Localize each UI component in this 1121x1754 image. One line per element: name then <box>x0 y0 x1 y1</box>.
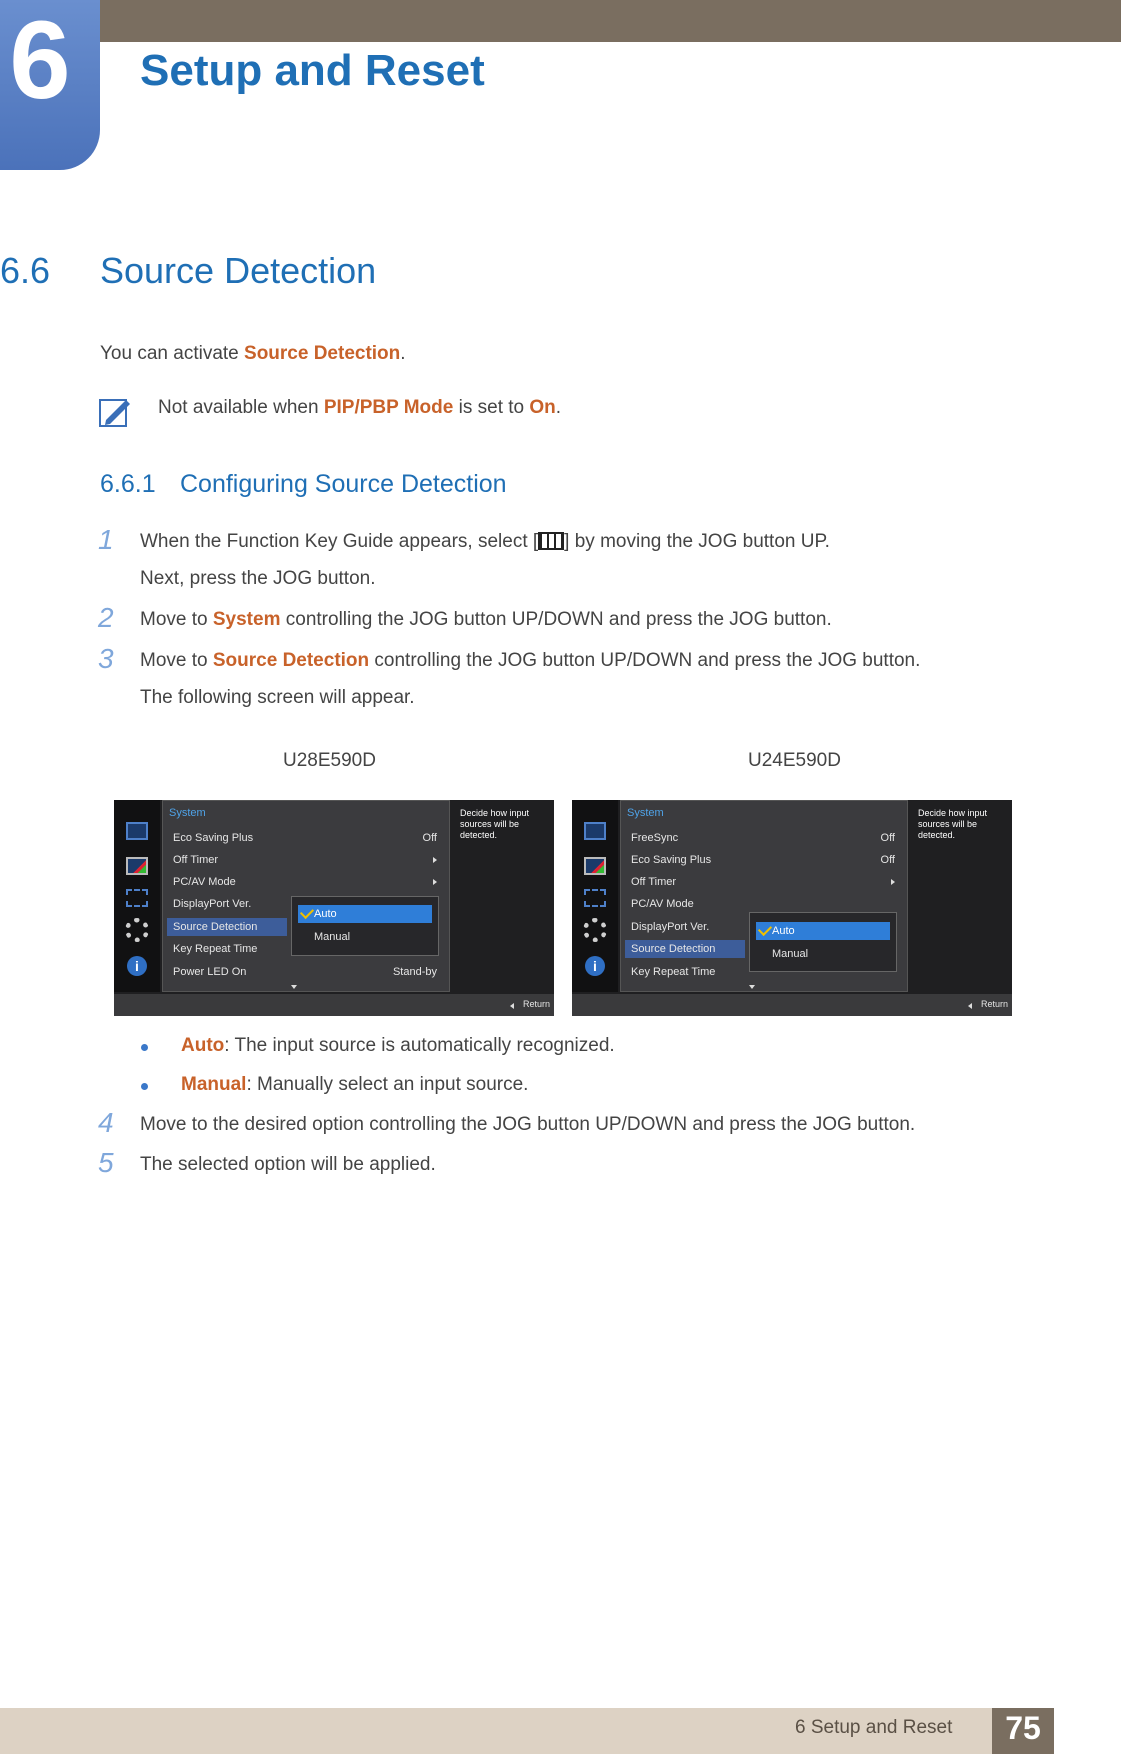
arrow-right-icon <box>891 879 895 885</box>
header-bar <box>0 0 1121 42</box>
picture-icon[interactable] <box>584 857 606 875</box>
step-1-suffix: ] by moving the JOG button UP. <box>564 531 830 552</box>
osd-help-text: Decide how input sources will be detected. <box>918 808 988 840</box>
option-manual[interactable] <box>298 928 432 946</box>
osd-icon-column <box>572 800 618 992</box>
step-5-number: 5 <box>98 1147 114 1178</box>
arrow-right-icon <box>433 879 437 885</box>
intro-prefix: You can activate <box>100 343 245 364</box>
subsection-number: 6.6.1 <box>100 470 156 498</box>
step-2-prefix: Move to <box>140 609 213 630</box>
menu-item-label: Off Timer <box>173 854 219 866</box>
step-2-suffix: controlling the JOG button UP/DOWN and press the JOG button. <box>280 609 832 630</box>
info-icon[interactable]: i <box>585 956 605 976</box>
menu-item-off-timer[interactable] <box>167 851 445 869</box>
bullet-auto-desc: : The input source is automatically recognized. <box>224 1035 615 1056</box>
step-4-text: Move to the desired option controlling the JOG button UP/DOWN and press the JOG button. <box>140 1114 916 1135</box>
step-2-text <box>140 609 832 631</box>
step-3-line2: The following screen will appear. <box>140 687 415 708</box>
option-auto[interactable] <box>756 922 890 940</box>
menu-item-value: Off <box>880 832 895 844</box>
chapter-title: Setup and Reset <box>140 46 485 95</box>
menu-item-label: Eco Saving Plus <box>173 832 254 844</box>
note-prefix: Not available when <box>158 397 324 418</box>
menu-item-label: DisplayPort Ver. <box>631 921 710 933</box>
menu-item-label: Off Timer <box>631 876 677 888</box>
option-label: Manual <box>772 948 809 960</box>
osd-screen-right <box>572 800 1012 1016</box>
menu-item-label: FreeSync <box>631 832 679 844</box>
note-text <box>158 397 561 419</box>
menu-item-value: Off <box>422 832 437 844</box>
menu-item-freesync[interactable] <box>625 829 903 847</box>
menu-item-value: Stand-by <box>392 966 437 978</box>
section-heading <box>0 250 376 292</box>
page-number: 75 <box>1005 1710 1041 1746</box>
step-1-text <box>140 531 830 553</box>
menu-item-label: Key Repeat Time <box>631 966 716 978</box>
osd-help-text: Decide how input sources will be detected. <box>460 808 530 840</box>
return-label[interactable]: Return <box>522 999 550 1009</box>
note-suffix: . <box>555 397 562 418</box>
model-label-right: U24E590D <box>748 750 841 771</box>
step-1-prefix: When the Function Key Guide appears, select [ <box>140 531 539 552</box>
menu-item-eco-saving-plus[interactable] <box>625 851 903 869</box>
subsection-heading <box>100 470 507 499</box>
menu-item-pc-av-mode[interactable] <box>625 895 903 913</box>
menu-item-value: Off <box>880 854 895 866</box>
option-label: Manual <box>314 931 351 943</box>
menu-item-label: Power LED On <box>173 966 247 978</box>
bullet-auto <box>181 1035 615 1057</box>
monitor-icon[interactable] <box>126 822 148 840</box>
step-4-number: 4 <box>98 1107 114 1138</box>
scroll-down-icon <box>291 985 297 989</box>
osd-icon-column <box>114 800 160 992</box>
note-highlight-pip: PIP/PBP Mode <box>323 397 454 418</box>
step-2-highlight: System <box>212 609 281 630</box>
menu-item-power-led-on[interactable] <box>167 963 445 981</box>
arrow-right-icon <box>433 857 437 863</box>
menu-item-label: Eco Saving Plus <box>631 854 712 866</box>
bullet-manual-term: Manual <box>181 1074 247 1095</box>
menu-item-label: Source Detection <box>173 921 258 933</box>
note-pencil-icon <box>98 396 132 428</box>
osd-bottom-bar <box>572 994 1012 1016</box>
menu-item-source-detection[interactable] <box>625 940 745 958</box>
model-label-left: U28E590D <box>283 750 376 771</box>
menu-item-label: Key Repeat Time <box>173 943 258 955</box>
step-1-line2: Next, press the JOG button. <box>140 568 376 589</box>
chapter-number: 6 <box>9 0 71 122</box>
bullet-manual-desc: : Manually select an input source. <box>246 1074 529 1095</box>
bullet-icon <box>141 1083 148 1090</box>
gear-icon[interactable] <box>125 918 149 942</box>
info-icon[interactable]: i <box>127 956 147 976</box>
subsection-title: Configuring Source Detection <box>180 470 507 498</box>
monitor-icon[interactable] <box>584 822 606 840</box>
resize-icon[interactable] <box>584 889 606 907</box>
section-number: 6.6 <box>0 250 51 291</box>
check-icon <box>758 922 772 936</box>
return-arrow-icon <box>510 1003 514 1009</box>
osd-screen-left <box>114 800 554 1016</box>
menu-item-label: DisplayPort Ver. <box>173 898 252 910</box>
option-label: Auto <box>314 908 337 920</box>
scroll-down-icon <box>749 985 755 989</box>
step-3-text <box>140 650 920 672</box>
option-manual[interactable] <box>756 945 890 963</box>
note-highlight-on: On <box>529 397 556 418</box>
note-middle: is set to <box>453 397 530 418</box>
function-key-menu-icon <box>538 532 564 550</box>
menu-item-pc-av-mode[interactable] <box>167 873 445 891</box>
picture-icon[interactable] <box>126 857 148 875</box>
step-3-highlight: Source Detection <box>212 650 370 671</box>
menu-item-label: PC/AV Mode <box>631 898 694 910</box>
osd-menu <box>620 800 908 992</box>
step-3-prefix: Move to <box>140 650 213 671</box>
osd-bottom-bar <box>114 994 554 1016</box>
option-auto[interactable] <box>298 905 432 923</box>
step-3-suffix: controlling the JOG button UP/DOWN and press the JOG button. <box>369 650 921 671</box>
footer-chapter: 6 Setup and Reset <box>795 1717 953 1738</box>
menu-item-off-timer[interactable] <box>625 873 903 891</box>
step-1-number: 1 <box>98 524 114 555</box>
return-arrow-icon <box>968 1003 972 1009</box>
bullet-manual <box>181 1074 528 1096</box>
osd-menu <box>162 800 450 992</box>
menu-item-eco-saving-plus[interactable] <box>167 829 445 847</box>
source-detection-popup <box>291 896 439 956</box>
intro-highlight: Source Detection <box>244 343 401 364</box>
osd-heading: System <box>169 807 206 819</box>
option-label: Auto <box>772 925 795 937</box>
step-5-text: The selected option will be applied. <box>140 1154 436 1175</box>
bullet-auto-term: Auto <box>181 1035 225 1056</box>
bullet-icon <box>141 1044 148 1051</box>
section-title: Source Detection <box>100 250 377 291</box>
intro-suffix: . <box>400 343 406 364</box>
step-3-number: 3 <box>98 643 114 674</box>
return-label[interactable]: Return <box>980 999 1008 1009</box>
menu-item-source-detection[interactable] <box>167 918 287 936</box>
source-detection-popup <box>749 912 897 972</box>
gear-icon[interactable] <box>583 918 607 942</box>
intro-paragraph <box>100 343 406 365</box>
resize-icon[interactable] <box>126 889 148 907</box>
osd-heading: System <box>627 807 664 819</box>
menu-item-label: PC/AV Mode <box>173 876 236 888</box>
step-2-number: 2 <box>98 602 114 633</box>
check-icon <box>300 905 314 919</box>
menu-item-label: Source Detection <box>631 943 716 955</box>
